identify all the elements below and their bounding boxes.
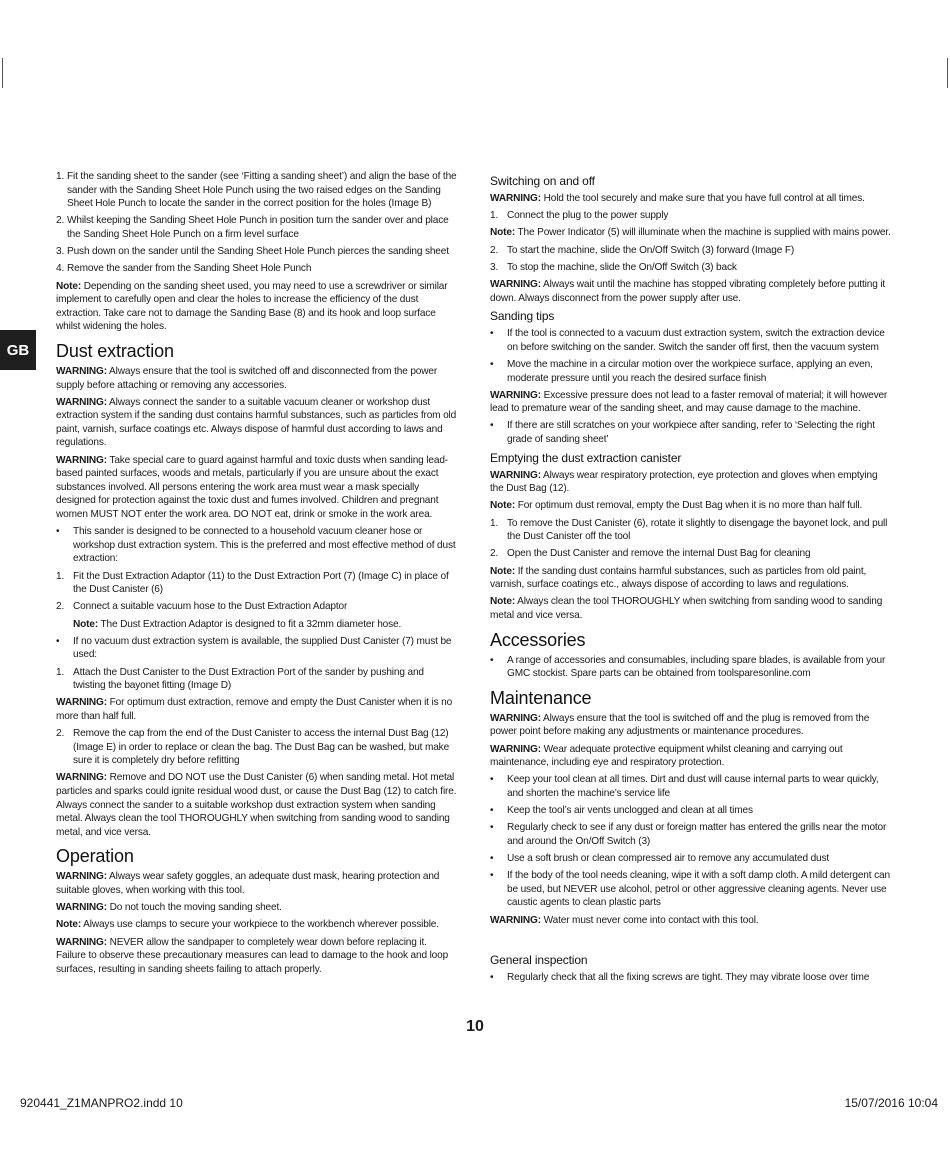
list-marker: • [490, 420, 494, 432]
list-marker: • [56, 635, 60, 647]
list-item-text: If the tool is connected to a vacuum dust extraction system, switch the extraction device on before switching on the sander. Switch the sander off first, then the vacuum system [507, 328, 885, 353]
footer-filename: 920441_Z1MANPRO2.indd 10 [20, 1096, 183, 1110]
list-item-text: To stop the machine, slide the On/Off Switch (3) back [507, 261, 737, 273]
paragraph-lead: Note: [73, 618, 99, 630]
paragraph-text: Remove and DO NOT use the Dust Canister (6) when sanding metal. Hot metal particles and sparks could ignite residual wood dust, or cause the Dust Bag (12) to catch fire. Always connect the sander to a suitable workshop dust extraction system when sanding metal. Always clean the tool THOROUGHLY when switching from sanding wood to sanding metal, and vice versa. [56, 772, 457, 838]
list-item [490, 654, 892, 681]
spacer [490, 931, 892, 949]
paragraph-lead: Note: [490, 227, 516, 239]
paragraph [56, 696, 458, 723]
list-item-text: Remove the sander from the Sanding Sheet Hole Punch [67, 263, 312, 275]
paragraph-text: Depending on the sanding sheet used, you may need to use a screwdriver or similar implement to carefully open and clear the holes to increase the efficiency of the dust extraction. Take care not to damage the Sanding Base (8) and its hook and loop surface whilst widening the holes. [56, 280, 448, 333]
list-marker: • [56, 526, 60, 538]
list-item [56, 727, 458, 768]
list-item-text: Connect a suitable vacuum hose to the Dust Extraction Adaptor [73, 601, 348, 613]
section-heading: Switching on and off [490, 174, 595, 188]
list-item-text: If no vacuum dust extraction system is available, the supplied Dust Canister (7) must be used: [73, 635, 452, 661]
list-marker: 3. [56, 246, 65, 258]
footer-datetime: 15/07/2016 10:04 [844, 1096, 938, 1110]
paragraph-lead: WARNING: [490, 193, 541, 204]
list-item-text: Attach the Dust Canister to the Dust Extraction Port of the sander by pushing and twisting the bayonet fitting (Image D) [73, 666, 424, 692]
list-item [56, 570, 458, 597]
paragraph-text: Water must never come into contact with this tool. [540, 914, 759, 926]
right-column [490, 170, 892, 988]
list-item-text: Use a soft brush or clean compressed air to remove any accumulated dust [507, 853, 830, 865]
list-marker: 2. [56, 728, 65, 740]
list-item-text: Push down on the sander until the Sanding Sheet Hole Punch pierces the sanding sheet [67, 246, 449, 258]
paragraph-lead: Note: [490, 565, 516, 577]
page-number: 10 [466, 1018, 484, 1035]
paragraph-lead: WARNING: [56, 936, 107, 948]
paragraph-lead: WARNING: [56, 772, 107, 784]
paragraph-text: Always wear respiratory protection, eye protection and gloves when emptying the Dust Bag (12). [490, 469, 878, 495]
paragraph [56, 365, 458, 392]
section-heading: Emptying the dust extraction canister [490, 450, 682, 465]
list-item-text: Connect the plug to the power supply [507, 210, 669, 222]
list-marker: 3. [490, 261, 499, 273]
paragraph-text: If the sanding dust contains harmful substances, such as particles from old paint, varnish, surface coatings etc., always dispose of according to laws and regulations. [490, 565, 867, 591]
paragraph-text: For optimum dust removal, empty the Dust Bag when it is no more than half full. [515, 500, 863, 512]
paragraph [56, 901, 458, 915]
paragraph-lead: WARNING: [490, 914, 541, 926]
crop-mark-left [2, 58, 3, 88]
section-heading: Accessories [490, 629, 586, 650]
paragraph-lead: Note: [56, 280, 82, 292]
list-marker: 1. [56, 171, 65, 182]
list-item-text: Open the Dust Canister and remove the internal Dust Bag for cleaning [507, 548, 811, 560]
paragraph-lead: WARNING: [490, 712, 541, 724]
list-item [56, 170, 458, 211]
paragraph [490, 712, 892, 739]
paragraph [490, 499, 892, 513]
list-marker: • [490, 853, 494, 865]
paragraph-text: Always connect the sander to a suitable vacuum cleaner or workshop dust extraction system if the sanding dust contains harmful substances, such as particles from old paint, varnish, surface coatings etc. Always dispose of harmful dust according to laws and regulations. [56, 396, 457, 449]
paragraph [56, 454, 458, 522]
list-marker: 2. [56, 601, 65, 613]
list-marker: • [490, 328, 494, 340]
list-item [490, 804, 892, 818]
list-marker: 1. [56, 666, 65, 678]
list-item-text: To remove the Dust Canister (6), rotate it slightly to disengage the bayonet lock, and pull the Dust Canister off the tool [507, 517, 888, 543]
section-heading: Sanding tips [490, 309, 555, 324]
list-item [490, 517, 892, 544]
section-heading: Maintenance [490, 687, 592, 708]
list-item-text: Whilst keeping the Sanding Sheet Hole Punch in position turn the sander over and place the Sanding Sheet Hole Punch on a firm level surface [67, 215, 449, 240]
paragraph-text: Always clean the tool THOROUGHLY when switching from sanding wood to sanding metal and vice versa. [490, 596, 883, 621]
paragraph [490, 914, 892, 928]
list-item [490, 852, 892, 866]
paragraph-text: Take special care to guard against harmful and toxic dusts when sanding lead-based painted surfaces, woods and metals, particularly if you are unsure about the exact substances involved. All persons entering the work area must wear a mask specially designed for protection against the toxic dust and fumes involved. Children and pregnant women MUST NOT enter the work area. DO NOT eat, drink or smoke in the work area. [56, 454, 448, 521]
paragraph-text: Excessive pressure does not lead to a faster removal of material; it will however lead to premature wear of the sanding sheet, and may cause damage to the machine. [490, 389, 888, 415]
list-marker: 2. [56, 215, 65, 227]
paragraph-text: Hold the tool securely and make sure that you have full control at all times. [540, 193, 865, 204]
list-marker: 1. [56, 570, 65, 582]
paragraph-text: The Power Indicator (5) will illuminate when the machine is supplied with mains power. [515, 227, 891, 239]
list-marker: 2. [490, 548, 499, 560]
paragraph-text: Always ensure that the tool is switched off and the plug is removed from the power point before making any adjustments or maintenance procedures. [490, 712, 870, 738]
list-item-text: If there are still scratches on your workpiece after sanding, refer to ‘Selecting the right grade of sanding sheet’ [507, 420, 875, 446]
list-item [56, 214, 458, 241]
paragraph-lead: Note: [56, 919, 82, 931]
list-item-text: Regularly check that all the fixing screws are tight. They may vibrate loose over time [507, 971, 870, 983]
list-marker: 1. [490, 210, 499, 222]
paragraph-lead: Note: [490, 596, 516, 608]
paragraph-lead: WARNING: [490, 743, 541, 755]
list-item-text: To start the machine, slide the On/Off Switch (3) forward (Image F) [507, 244, 795, 256]
list-item [490, 419, 892, 446]
paragraph [490, 389, 892, 416]
list-item-text: Move the machine in a circular motion over the workpiece surface, applying an even, moderate pressure until you reach the desired surface finish [507, 358, 873, 384]
list-item [56, 600, 458, 614]
list-item-text: Regularly check to see if any dust or foreign matter has entered the grills near the motor and around the On/Off Switch (3) [507, 822, 887, 847]
paragraph [56, 870, 458, 897]
list-item-text: A range of accessories and consumables, including spare blades, is available from your GMC stockist. Spare parts can be obtained from toolsparesonline.com [507, 654, 886, 680]
crop-mark-right [947, 58, 948, 88]
paragraph [56, 918, 458, 932]
paragraph-text: Always wear safety goggles, an adequate dust mask, hearing protection and suitable gloves, when working with this tool. [56, 871, 440, 897]
list-marker: • [490, 774, 494, 786]
list-item-text: This sander is designed to be connected to a household vacuum cleaner hose or workshop dust extraction system. This is the preferred and most effective method of dust extraction: [73, 526, 456, 565]
list-item [490, 244, 892, 258]
paragraph-text: Do not touch the moving sanding sheet. [106, 902, 282, 914]
paragraph [56, 936, 458, 977]
paragraph-text: Always use clamps to secure your workpiece to the workbench wherever possible. [81, 919, 439, 931]
paragraph [490, 192, 892, 206]
paragraph-lead: WARNING: [56, 871, 107, 883]
paragraph-text: Always ensure that the tool is switched off and disconnected from the power supply before attaching or removing any accessories. [56, 365, 438, 391]
list-item [56, 666, 458, 693]
section-heading: General inspection [490, 952, 588, 967]
paragraph-lead: WARNING: [490, 278, 541, 290]
list-item [490, 773, 892, 800]
paragraph-lead: Note: [490, 500, 516, 512]
paragraph-lead: WARNING: [490, 389, 541, 401]
list-item [56, 525, 458, 566]
paragraph [56, 396, 458, 450]
list-item [56, 635, 458, 662]
list-marker: • [490, 971, 494, 983]
paragraph-text: The Dust Extraction Adaptor is designed to fit a 32mm diameter hose. [98, 618, 402, 630]
list-item-text: Remove the cap from the end of the Dust Canister to access the internal Dust Bag (12) (Image E) in order to replace or clean the bag. The Dust Bag can be washed, but make sure it is completely dry before refitting [73, 728, 450, 767]
list-item-text: If the body of the tool needs cleaning, wipe it with a soft damp cloth. A mild detergent can be used, but NEVER use alcohol, petrol or other aggressive cleaning agents. Never use caustic agents to clean plastic parts [507, 870, 890, 909]
list-item [490, 869, 892, 910]
paragraph-lead: WARNING: [56, 365, 107, 377]
list-item [56, 262, 458, 276]
paragraph-lead: WARNING: [56, 396, 107, 408]
paragraph [490, 278, 892, 305]
paragraph-lead: WARNING: [56, 697, 107, 709]
list-item [490, 547, 892, 561]
left-column [56, 170, 458, 980]
paragraph-text: For optimum dust extraction, remove and empty the Dust Canister when it is no more than half full. [56, 697, 453, 722]
paragraph-lead: WARNING: [56, 902, 107, 914]
paragraph [56, 618, 458, 632]
list-marker: 2. [490, 244, 499, 256]
list-marker: • [490, 870, 494, 882]
paragraph-text: NEVER allow the sandpaper to completely wear down before replacing it. Failure to observe these precautionary measures can lead to damage to the hook and loop surfaces, resulting in sanding sheets failing to attach properly. [56, 936, 449, 975]
list-item [490, 209, 892, 223]
paragraph [56, 771, 458, 839]
list-item [490, 821, 892, 848]
paragraph [490, 469, 892, 496]
paragraph-lead: WARNING: [490, 469, 541, 481]
paragraph [490, 226, 892, 240]
list-marker: • [490, 654, 494, 666]
paragraph-text: Wear adequate protective equipment whilst cleaning and carrying out maintenance, including eye and respiratory protection. [490, 743, 843, 769]
list-item-text: Fit the sanding sheet to the sander (see ‘Fitting a sanding sheet’) and align the base of the sander with the Sanding Sheet Hole Punch using the two raised edges on the Sanding Sheet Hole Punch to locate the sander in the correct position for the holes (Image B) [67, 171, 457, 210]
list-item-text: Keep the tool’s air vents unclogged and clean at all times [507, 805, 753, 817]
list-item [56, 245, 458, 259]
list-marker: • [490, 358, 494, 370]
list-item [490, 327, 892, 354]
list-marker: 1. [490, 517, 499, 529]
list-marker: • [490, 805, 494, 817]
language-tab: GB [0, 330, 36, 370]
paragraph [490, 595, 892, 622]
paragraph-lead: WARNING: [56, 454, 107, 466]
list-marker: • [490, 822, 494, 834]
list-item [490, 971, 892, 985]
list-item [490, 261, 892, 275]
section-heading: Operation [56, 846, 134, 867]
list-item-text: Fit the Dust Extraction Adaptor (11) to the Dust Extraction Port (7) (Image C) in place of the Dust Canister (6) [73, 570, 449, 596]
paragraph [490, 565, 892, 592]
paragraph [56, 280, 458, 334]
list-item [490, 358, 892, 385]
section-heading: Dust extraction [56, 340, 174, 361]
paragraph [490, 743, 892, 770]
list-marker: 4. [56, 263, 65, 275]
list-item-text: Keep your tool clean at all times. Dirt and dust will cause internal parts to wear quickly, and shorten the machine’s service life [507, 774, 879, 799]
paragraph-text: Always wait until the machine has stopped vibrating completely before putting it down. Always disconnect from the power supply after use. [490, 278, 886, 304]
